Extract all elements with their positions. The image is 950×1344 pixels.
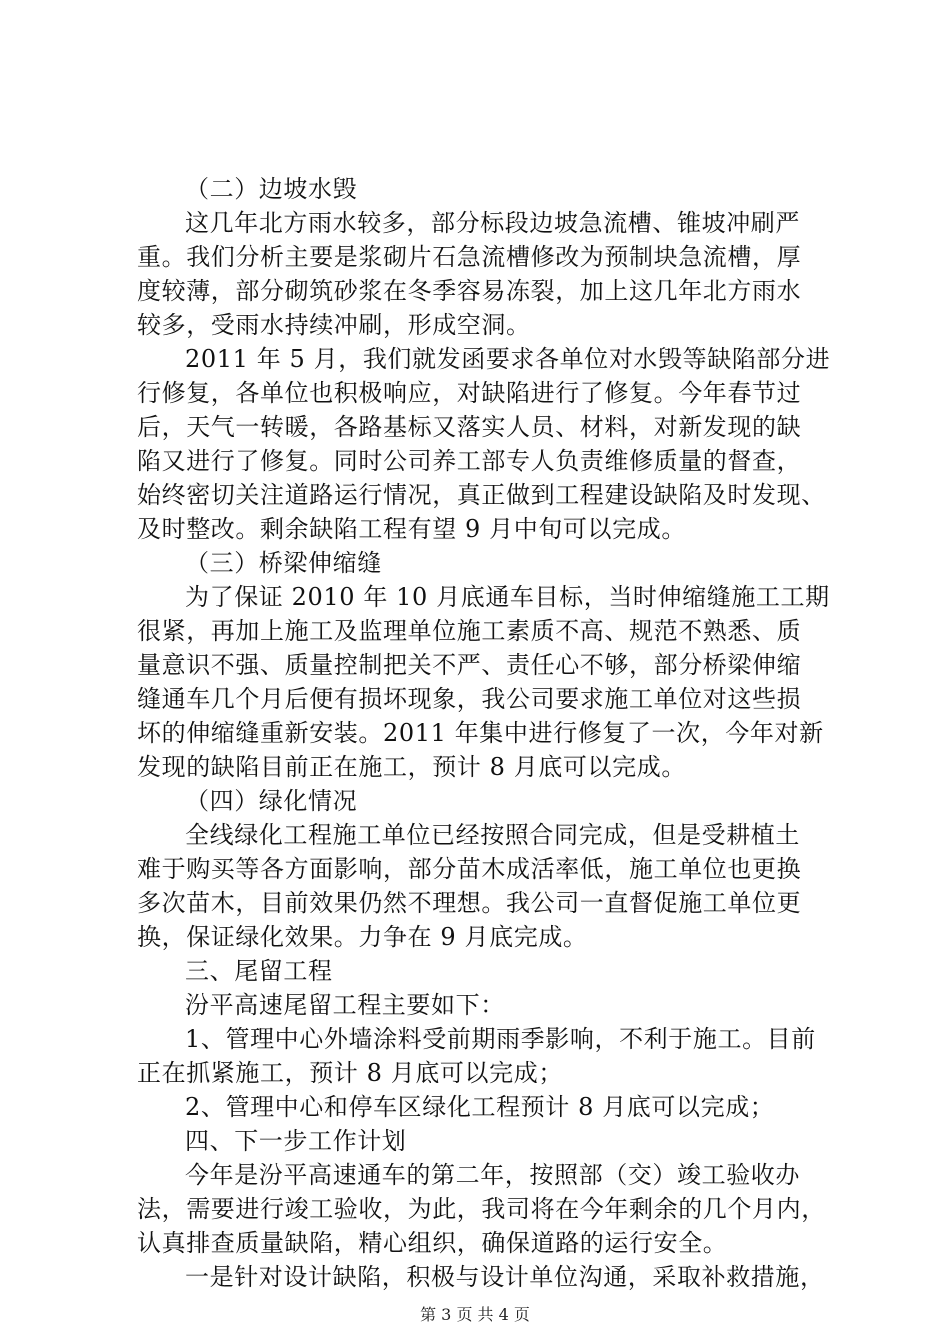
- paragraph-line: 认真排查质量缺陷，精心组织，确保道路的运行安全。: [137, 1229, 728, 1257]
- list-item: 2、管理中心和停车区绿化工程预计 8 月底可以完成；: [185, 1093, 775, 1121]
- paragraph-line: 汾平高速尾留工程主要如下：: [185, 991, 505, 1019]
- list-item: 1、管理中心外墙涂料受前期雨季影响，不利于施工。目前: [185, 1025, 816, 1053]
- paragraph-line: 很紧，再加上施工及监理单位施工素质不高、规范不熟悉、质: [137, 617, 802, 645]
- heading-greening: （四）绿化情况: [185, 787, 358, 815]
- paragraph-line: 较多，受雨水持续冲刷，形成空洞。: [137, 311, 531, 339]
- paragraph-line: 为了保证 2010 年 10 月底通车目标，当时伸缩缝施工工期: [185, 583, 830, 611]
- paragraph-line: 法，需要进行竣工验收，为此，我司将在今年剩余的几个月内，: [137, 1195, 826, 1223]
- paragraph-line: 陷又进行了修复。同时公司养工部专人负责维修质量的督查，: [137, 447, 802, 475]
- heading-slope-damage: （二）边坡水毁: [185, 175, 358, 203]
- heading-bridge-joints: （三）桥梁伸缩缝: [185, 549, 382, 577]
- paragraph-line: 这几年北方雨水较多，部分标段边坡急流槽、锥坡冲刷严: [185, 209, 800, 237]
- paragraph-line: 始终密切关注道路运行情况，真正做到工程建设缺陷及时发现、: [137, 481, 826, 509]
- paragraph-line: 及时整改。剩余缺陷工程有望 9 月中旬可以完成。: [137, 515, 686, 543]
- paragraph-line: 正在抓紧施工，预计 8 月底可以完成；: [137, 1059, 563, 1087]
- paragraph-line: 缝通车几个月后便有损坏现象，我公司要求施工单位对这些损: [137, 685, 802, 713]
- paragraph-line: 重。我们分析主要是浆砌片石急流槽修改为预制块急流槽，厚: [137, 243, 802, 271]
- paragraph-line: 换，保证绿化效果。力争在 9 月底完成。: [137, 923, 588, 951]
- paragraph-line: 发现的缺陷目前正在施工，预计 8 月底可以完成。: [137, 753, 686, 781]
- heading-next-plan: 四、下一步工作计划: [185, 1127, 407, 1155]
- paragraph-line: 后，天气一转暖，各路基标又落实人员、材料，对新发现的缺: [137, 413, 802, 441]
- page-footer: 第 3 页 共 4 页: [420, 1305, 530, 1324]
- paragraph-line: 多次苗木，目前效果仍然不理想。我公司一直督促施工单位更: [137, 889, 802, 917]
- heading-remaining-works: 三、尾留工程: [185, 957, 333, 985]
- paragraph-line: 行修复，各单位也积极响应，对缺陷进行了修复。今年春节过: [137, 379, 802, 407]
- paragraph-line: 坏的伸缩缝重新安装。2011 年集中进行修复了一次，今年对新: [137, 719, 824, 747]
- paragraph-line: 量意识不强、质量控制把关不严、责任心不够，部分桥梁伸缩: [137, 651, 802, 679]
- paragraph-line: 全线绿化工程施工单位已经按照合同完成，但是受耕植土: [185, 821, 800, 849]
- paragraph-line: 度较薄，部分砌筑砂浆在冬季容易冻裂，加上这几年北方雨水: [137, 277, 802, 305]
- paragraph-line: 2011 年 5 月，我们就发函要求各单位对水毁等缺陷部分进: [185, 345, 831, 373]
- paragraph-line: 今年是汾平高速通车的第二年，按照部（交）竣工验收办: [185, 1161, 800, 1189]
- paragraph-line: 一是针对设计缺陷，积极与设计单位沟通，采取补救措施，: [185, 1263, 825, 1291]
- paragraph-line: 难于购买等各方面影响，部分苗木成活率低，施工单位也更换: [137, 855, 802, 883]
